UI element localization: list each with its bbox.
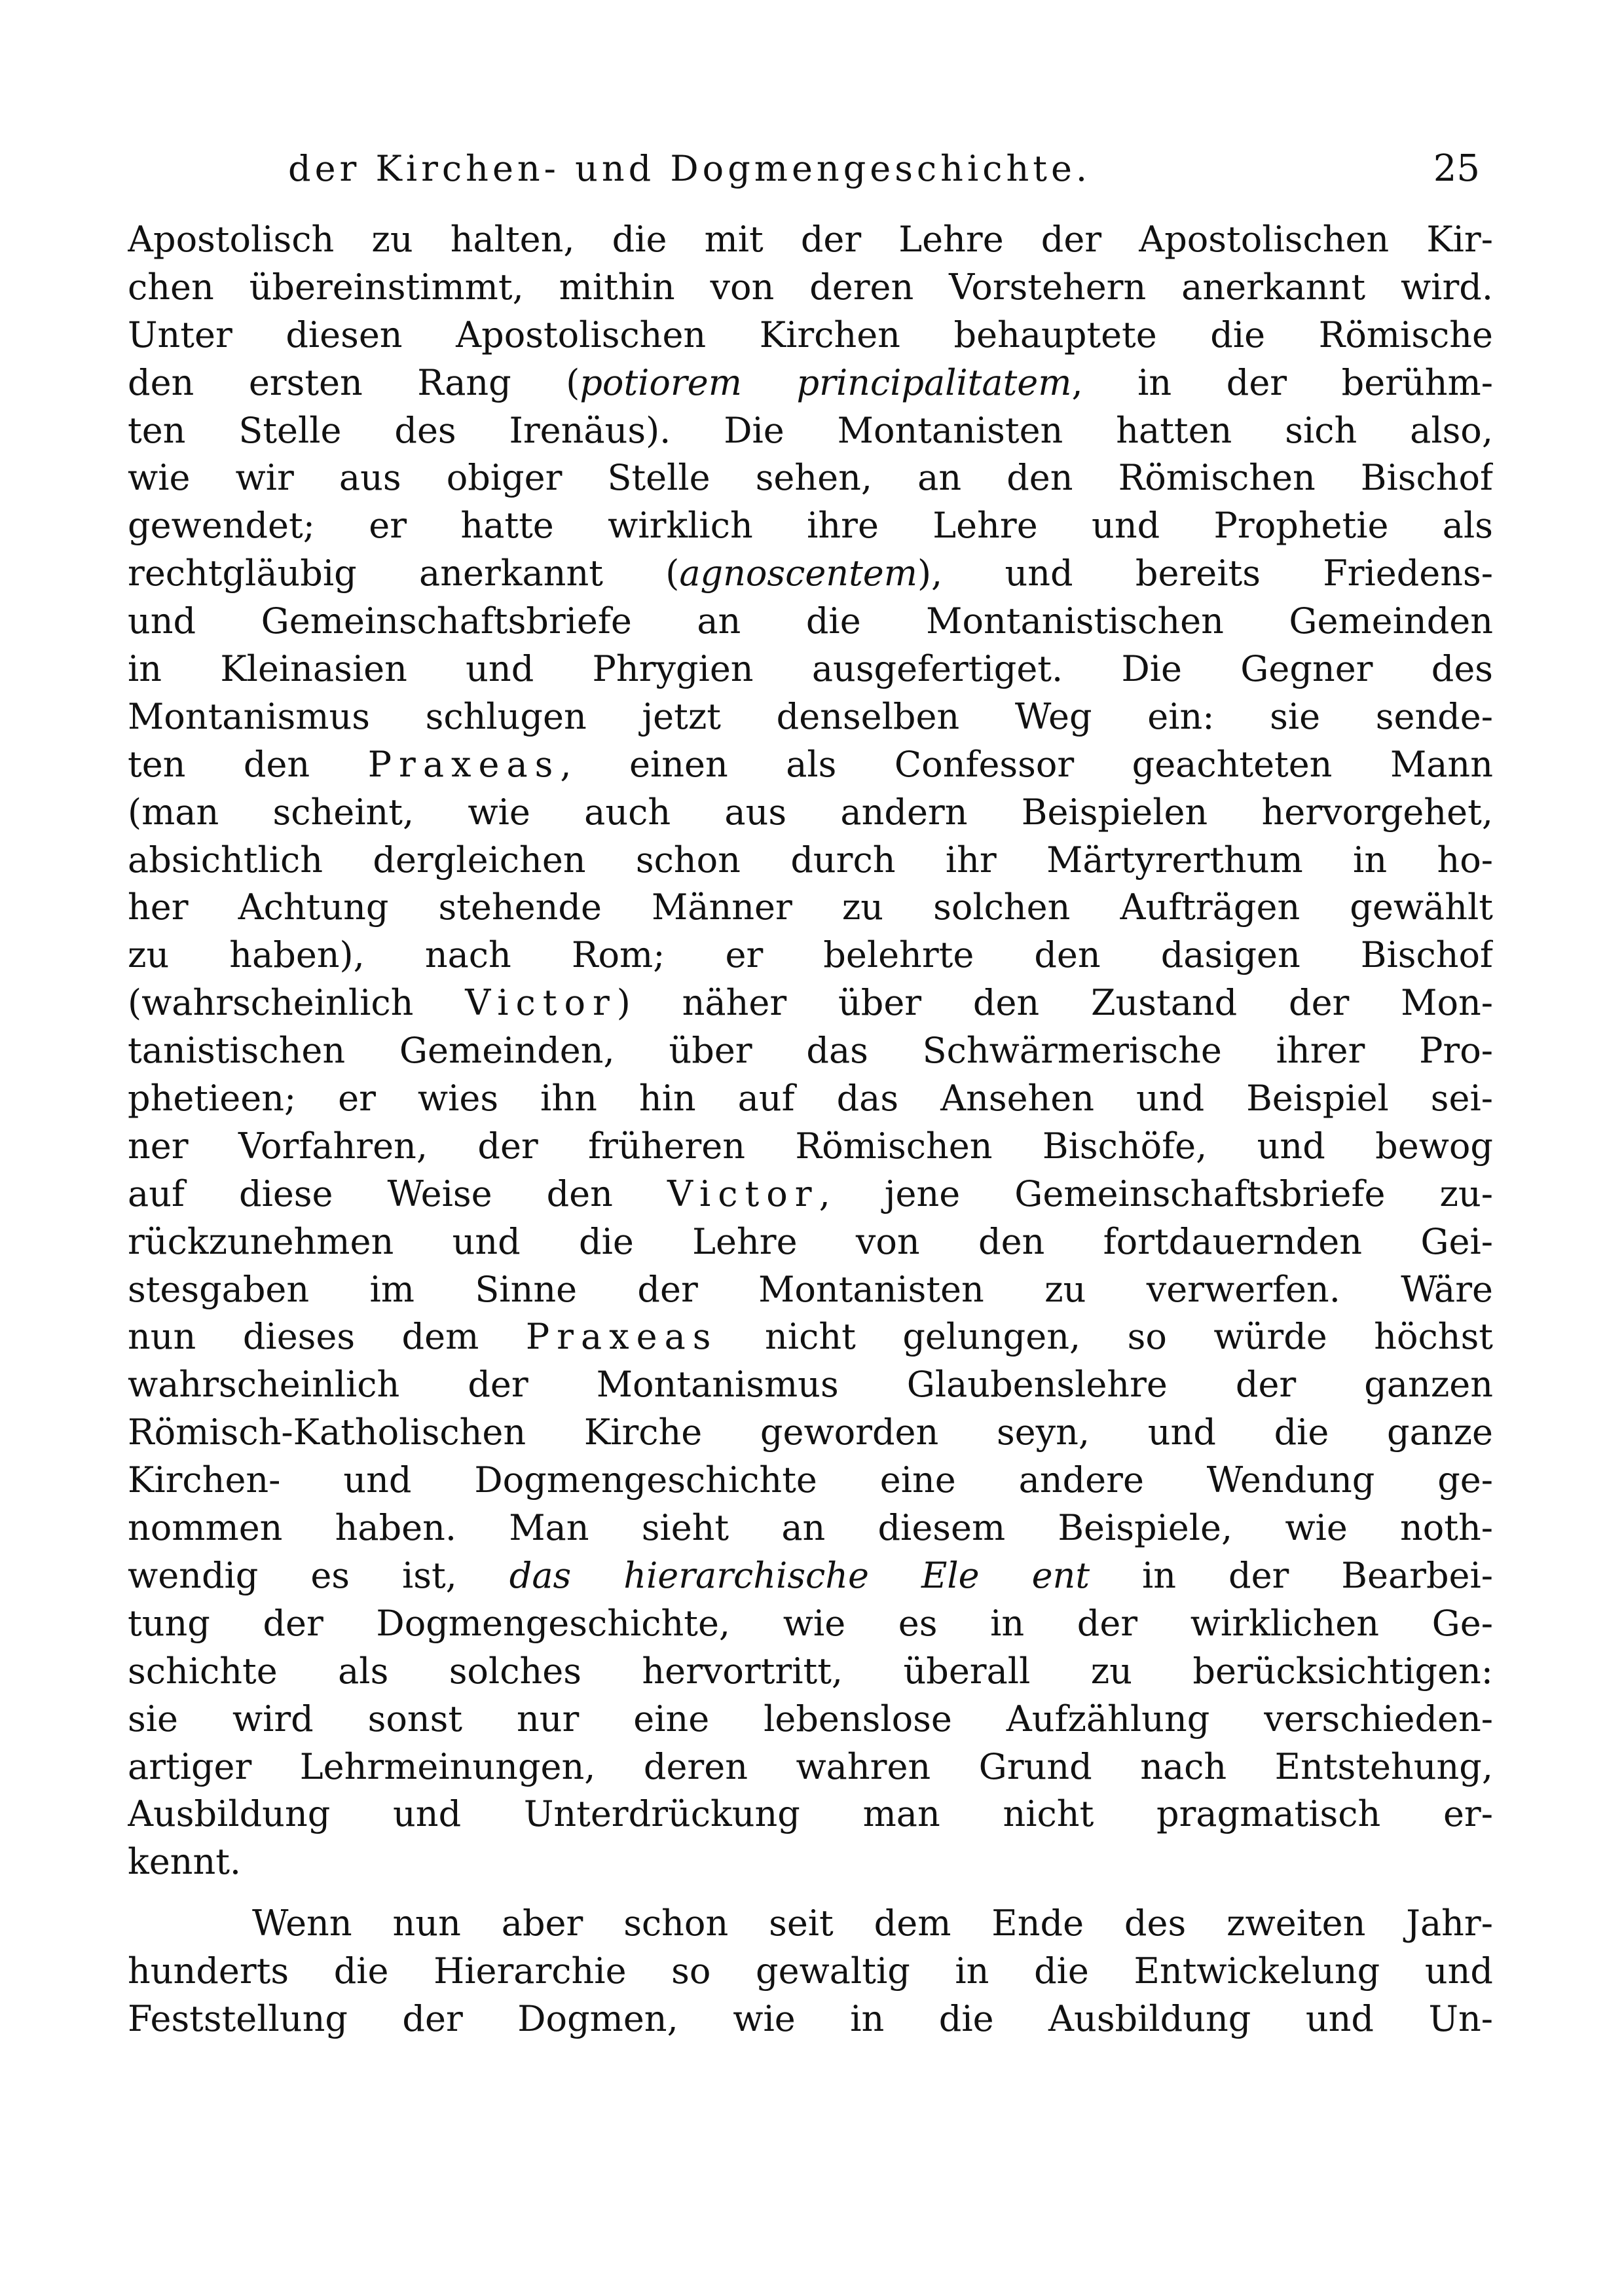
text-line: wie wir aus obiger Stelle sehen, an den Römischen Bischof (128, 457, 1493, 499)
text-line: phetieen; er wies ihn hin auf das Ansehen und Beispiel sei- (128, 1078, 1493, 1120)
text-line: her Achtung stehende Männer zu solchen Aufträgen gewählt (128, 886, 1493, 928)
text-run: in der Bearbei- (1090, 1554, 1493, 1596)
emphasized-name: Praxeas (367, 743, 561, 785)
page-number: 25 (1433, 147, 1480, 190)
running-head (288, 143, 1480, 195)
text-line (128, 359, 1493, 407)
text-line: absichtlich dergleichen schon durch ihr Märtyrerthum in ho- (128, 839, 1493, 881)
text-run: nun dieses dem (128, 1316, 526, 1358)
text-line: tanistischen Gemeinden, über das Schwärmerische ihrer Pro- (128, 1030, 1493, 1072)
text-line: in Kleinasien und Phrygien ausgefertiget. Die Gegner des (128, 648, 1493, 690)
text-line: wahrscheinlich der Montanismus Glaubenslehre der ganzen (128, 1364, 1493, 1406)
text-run: (wahrscheinlich (128, 982, 466, 1024)
emphasized-name: Victor (465, 982, 617, 1024)
text-run: ) näher über den Zustand der Mon- (616, 982, 1493, 1024)
text-line: Feststellung der Dogmen, wie in die Ausbildung und Un- (128, 1997, 1493, 2039)
text-line (128, 979, 1493, 1027)
latin-quote: potiorem principalitatem (580, 361, 1072, 403)
emphasized-name: Victor (667, 1173, 819, 1214)
text-line: stesgaben im Sinne der Montanisten zu verwerfen. Wäre (128, 1268, 1493, 1310)
emphasized-name: Praxeas (525, 1316, 718, 1358)
emphasized-phrase: das hierarchische Ele ent (509, 1554, 1090, 1596)
text-line: schichte als solches hervortritt, überall zu berücksichtigen: (128, 1650, 1493, 1692)
text-run: auf diese Weise den (128, 1173, 667, 1214)
text-line: Kirchen- und Dogmengeschichte eine andere Wendung ge- (128, 1459, 1493, 1501)
text-line (128, 741, 1493, 789)
text-run: ), und bereits Friedens- (917, 553, 1493, 594)
text-line: chen übereinstimmt, mithin von deren Vorstehern anerkannt wird. (128, 266, 1493, 308)
text-line: ten Stelle des Irenäus). Die Montanisten hatten sich also, (128, 409, 1493, 451)
text-line (128, 1552, 1493, 1600)
text-line: hunderts die Hierarchie so gewaltig in die Entwickelung und (128, 1950, 1493, 1992)
text-line: Ausbildung und Unterdrückung man nicht pragmatisch er- (128, 1793, 1493, 1835)
paragraph-1 (128, 216, 1493, 1886)
latin-quote: agnoscentem (679, 553, 917, 594)
text-line: zu haben), nach Rom; er belehrte den dasigen Bischof (128, 934, 1493, 976)
text-line: tung der Dogmengeschichte, wie es in der wirklichen Ge- (128, 1602, 1493, 1644)
text-line: kennt. (128, 1841, 242, 1883)
text-run: , jene Gemeinschaftsbriefe zu- (819, 1173, 1493, 1214)
text-line: Apostolisch zu halten, die mit der Lehre der Apostolischen Kir- (128, 219, 1493, 260)
text-line: rückzunehmen und die Lehre von den fortdauernden Gei- (128, 1220, 1493, 1262)
text-run: nicht gelungen, so würde höchst (718, 1316, 1493, 1358)
text-line: nommen haben. Man sieht an diesem Beispiele, wie noth- (128, 1507, 1493, 1549)
text-run: rechtgläubig anerkannt ( (128, 553, 680, 594)
text-line: und Gemeinschaftsbriefe an die Montanistischen Gemeinden (128, 600, 1493, 642)
text-line: gewendet; er hatte wirklich ihre Lehre und Prophetie als (128, 505, 1493, 547)
text-line: Montanismus schlugen jetzt denselben Weg ein: sie sende- (128, 695, 1493, 737)
text-run: , einen als Confessor geachteten Mann (560, 743, 1493, 785)
text-run: ten den (128, 743, 368, 785)
text-line: ner Vorfahren, der früheren Römischen Bischöfe, und bewog (128, 1125, 1493, 1167)
text-line (128, 1313, 1493, 1361)
text-line: sie wird sonst nur eine lebenslose Aufzählung verschieden- (128, 1698, 1493, 1740)
text-run: , in der berühm- (1071, 361, 1493, 403)
paragraph-2 (128, 1900, 1493, 2043)
text-line (128, 550, 1493, 598)
running-title: der Kirchen- und Dogmengeschichte. (288, 148, 1092, 189)
text-run: wendig es ist, (128, 1554, 509, 1596)
text-line: Römisch-Katholischen Kirche geworden seyn, und die ganze (128, 1412, 1493, 1453)
text-line (128, 1171, 1493, 1218)
text-line: (man scheint, wie auch aus andern Beispielen hervorgehet, (128, 791, 1493, 833)
text-line: artiger Lehrmeinungen, deren wahren Grund nach Entstehung, (128, 1745, 1493, 1787)
text-line: Unter diesen Apostolischen Kirchen behauptete die Römische (128, 314, 1493, 355)
text-line: Wenn nun aber schon seit dem Ende des zweiten Jahr- (252, 1903, 1493, 1944)
text-run: den ersten Rang ( (128, 361, 580, 403)
